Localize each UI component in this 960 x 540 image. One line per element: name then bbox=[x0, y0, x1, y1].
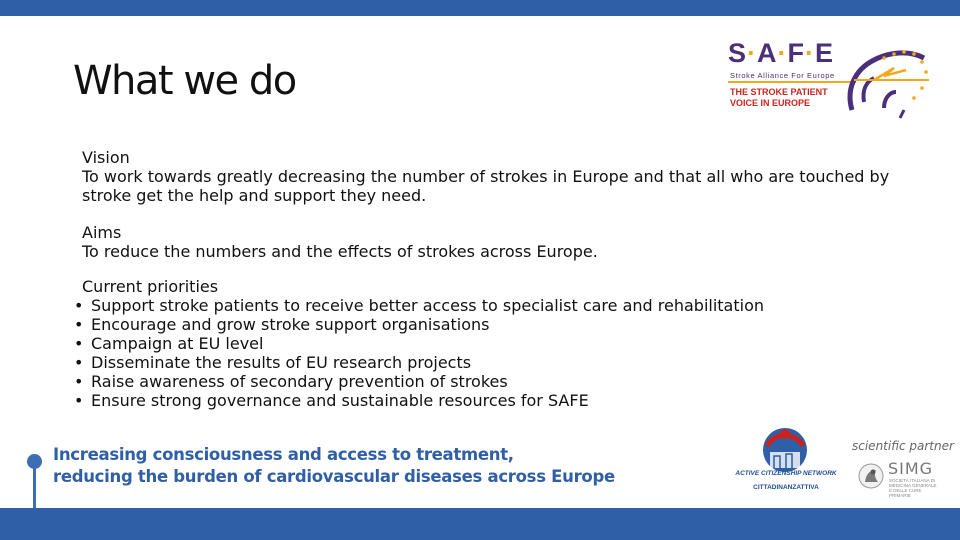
vision-heading: Vision bbox=[82, 148, 130, 167]
safe-logo bbox=[724, 38, 934, 122]
safe-logo-subtitle: Stroke Alliance For Europe bbox=[730, 71, 835, 80]
list-item: • Support stroke patients to receive better access to specialist care and rehabilitation bbox=[82, 296, 902, 315]
banner-dot-icon bbox=[27, 454, 42, 469]
aims-section bbox=[82, 223, 902, 261]
safe-logo-wordmark: S·A·F·E bbox=[728, 38, 835, 68]
aims-heading: Aims bbox=[82, 223, 122, 242]
list-item: • Disseminate the results of EU research projects bbox=[82, 353, 902, 372]
acn-logo-name: ACTIVE CITIZENSHIP NETWORK bbox=[735, 470, 837, 477]
top-accent-bar bbox=[0, 0, 960, 16]
priorities-list bbox=[82, 296, 902, 410]
footer-banner-text: Increasing consciousness and access to treatment, reducing the burden of cardiovascular diseases across Europe bbox=[53, 445, 615, 486]
list-item: • Ensure strong governance and sustainable resources for SAFE bbox=[82, 391, 902, 410]
slide-body bbox=[82, 148, 902, 428]
vision-section bbox=[82, 148, 902, 205]
list-item: • Campaign at EU level bbox=[82, 334, 902, 353]
simg-logo-name: SIMG bbox=[888, 459, 934, 478]
simg-logo-icon bbox=[858, 462, 884, 490]
safe-logo-tagline: THE STROKE PATIENT VOICE IN EUROPE bbox=[730, 87, 828, 108]
safe-logo-rule bbox=[728, 81, 856, 83]
slide-title: What we do bbox=[73, 58, 296, 104]
bottom-accent-bar bbox=[0, 508, 960, 540]
aims-text: To reduce the numbers and the effects of strokes across Europe. bbox=[82, 242, 598, 261]
scientific-partner-label: scientific partner bbox=[852, 439, 954, 453]
vision-text: To work towards greatly decreasing the number of strokes in Europe and that all who are touched by stroke get the help and support they need. bbox=[82, 167, 890, 205]
list-item: • Encourage and grow stroke support organisations bbox=[82, 315, 902, 334]
priorities-section bbox=[82, 277, 902, 410]
list-item: • Raise awareness of secondary prevention of strokes bbox=[82, 372, 902, 391]
simg-logo-subtitle: SOCIETÀ ITALIANA DI MEDICINA GENERALE E DELLE CURE PRIMARIE bbox=[889, 478, 937, 498]
acn-logo-subname: CITTADINANZATTIVA bbox=[753, 484, 819, 491]
priorities-heading: Current priorities bbox=[82, 277, 219, 296]
safe-logo-art-icon bbox=[844, 40, 934, 122]
